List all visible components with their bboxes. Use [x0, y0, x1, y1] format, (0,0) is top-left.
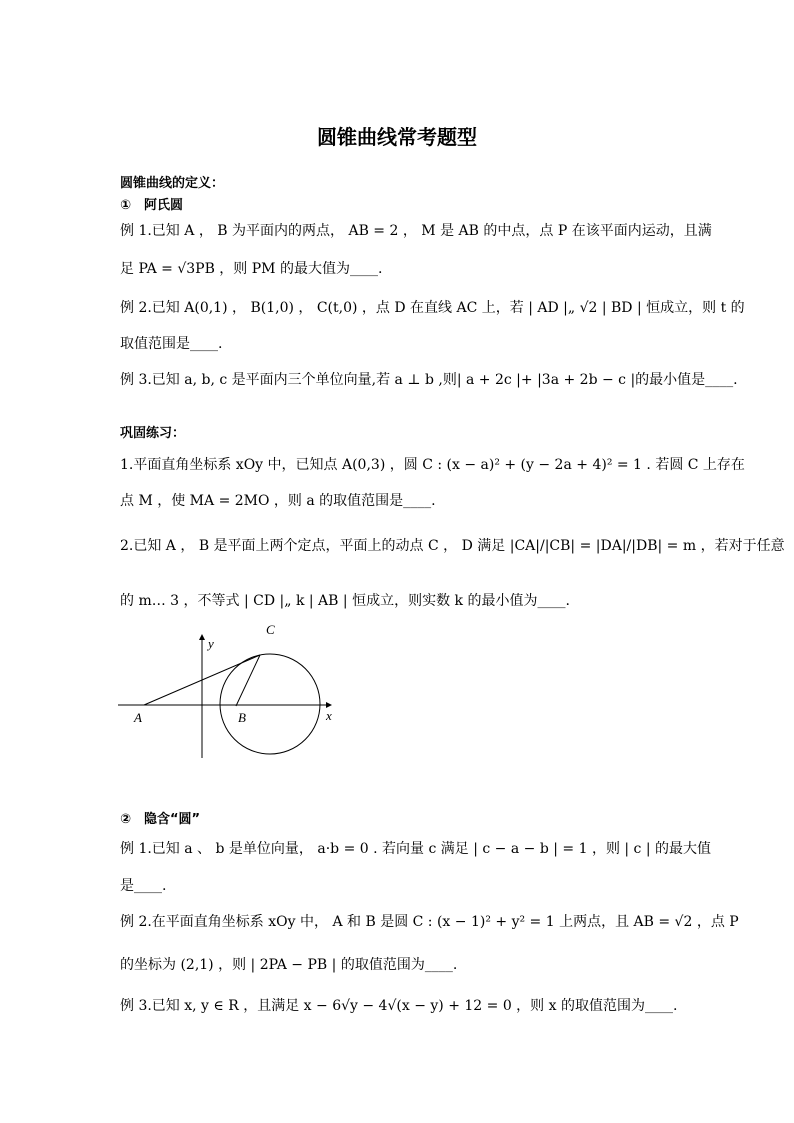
hidden-example-2-line-1: 例 2.在平面直角坐标系 xOy 中， A 和 B 是圆 C : (x − 1)² + y² = 1 上两点，且 AB = √2 ，点 P [120, 914, 739, 930]
hidden-example-1-line-2: 是____. [120, 878, 167, 894]
circle [220, 654, 320, 754]
label-a: A [134, 710, 142, 725]
practice-heading: 巩固练习： [120, 426, 186, 441]
practice-2-line-2: 的 m… 3 ，不等式 | CD |„ k | AB | 恒成立，则实数 k 的最小值为____. [120, 593, 570, 609]
segment-bc [236, 655, 260, 706]
example-2-line-1: 例 2.已知 A(0,1) ， B(1,0) ， C(t,0) ，点 D 在直线 AC 上，若 | AD |„ √2 | BD | 恒成立，则 t 的 [120, 300, 745, 316]
y-axis-arrow [199, 634, 205, 640]
section-hidden-circle-heading: ② 隐含“圆” [120, 812, 201, 827]
label-y: y [208, 636, 214, 651]
practice-1-line-2: 点 M ，使 MA = 2MO ，则 a 的取值范围是____. [120, 493, 436, 509]
practice-2-line-1: 2.已知 A ， B 是平面上两个定点，平面上的动点 C ， D 满足 |CA|/|CB| = |DA|/|DB| = m ，若对于任意 [120, 538, 785, 554]
example-1-line-2: 足 PA = √3PB ，则 PM 的最大值为____. [120, 261, 383, 277]
page-title: 圆锥曲线常考题型 [317, 125, 477, 149]
label-c: C [266, 622, 275, 637]
label-x: x [326, 708, 332, 723]
hidden-example-3-line-1: 例 3.已知 x, y ∈ R ，且满足 x − 6√y − 4√(x − y) + 12 = 0 ，则 x 的取值范围为____. [120, 998, 678, 1014]
example-1-line-1: 例 1.已知 A ， B 为平面内的两点， AB = 2 ， M 是 AB 的中点，点 P 在该平面内运动，且满 [120, 223, 712, 239]
hidden-example-1-line-1: 例 1.已知 a 、 b 是单位向量， a·b = 0 . 若向量 c 满足 | c − a − b | = 1 ，则 | c | 的最大值 [120, 841, 712, 857]
example-2-line-2: 取值范围是____. [120, 336, 223, 352]
circle-geometry-figure [118, 618, 340, 760]
label-b: B [238, 710, 246, 725]
hidden-example-2-line-2: 的坐标为 (2,1) ，则 | 2PA − PB | 的取值范围为____. [120, 957, 458, 973]
section-definition-heading: 圆锥曲线的定义： [120, 176, 225, 191]
section-apollonius-heading: ① 阿氏圆 [120, 198, 184, 213]
practice-1-line-1: 1.平面直角坐标系 xOy 中，已知点 A(0,3) ，圆 C : (x − a)² + (y − 2a + 4)² = 1 . 若圆 C 上存在 [120, 457, 745, 473]
example-3-line-1: 例 3.已知 a, b, c 是平面内三个单位向量,若 a ⊥ b ,则| a + 2c |+ |3a + 2b − c |的最小值是____. [120, 372, 738, 388]
